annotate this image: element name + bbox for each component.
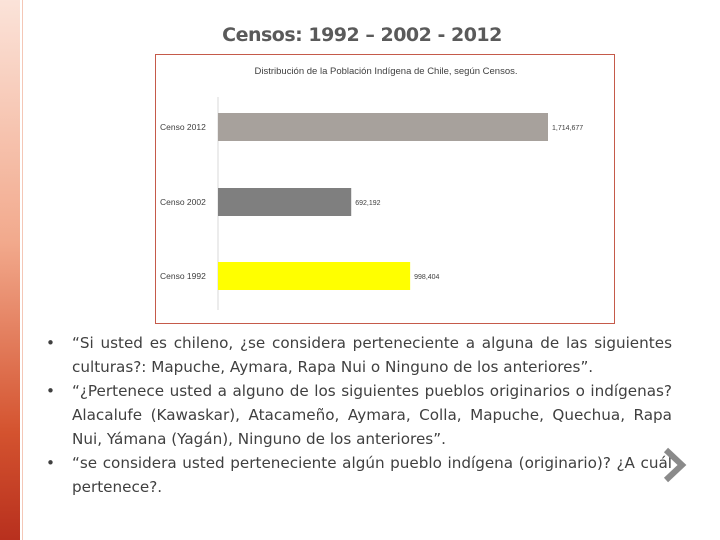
bar xyxy=(218,262,410,290)
bar xyxy=(218,188,351,216)
value-label: 692,192 xyxy=(355,200,381,207)
category-label: Censo 1992 xyxy=(160,271,206,281)
bullet-glyph: • xyxy=(46,454,55,472)
bullet-glyph: • xyxy=(46,334,55,352)
category-label: Censo 2002 xyxy=(160,197,206,207)
slide-title: Censos: 1992 – 2002 - 2012 xyxy=(222,24,502,46)
bullet-item-1 xyxy=(46,331,672,379)
accent-sidebar xyxy=(0,0,20,540)
bullet-item-2 xyxy=(46,379,672,451)
category-label: Censo 2012 xyxy=(160,122,206,132)
bullet-item-3 xyxy=(46,451,672,499)
chart-title: Distribución de la Población Indígena de Chile, según Censos. xyxy=(254,66,518,77)
bullet-text-2: “¿Pertenece usted a alguno de los siguientes pueblos originarios o indígenas? Alacalufe (Kawaskar), Atacameño, Aymara, Colla, Mapuche, Quechua, Rapa Nui, Yámana (Yagán), Ninguno de los anteriores”. xyxy=(72,382,672,448)
bullet-text-3: “se considera usted perteneciente algún pueblo indígena (originario)? ¿A cuál pertenece?. xyxy=(72,454,672,496)
chart-frame xyxy=(155,54,615,324)
value-label: 1,714,677 xyxy=(552,125,584,132)
bullet-list xyxy=(46,331,672,499)
chevron-right-icon[interactable] xyxy=(662,447,688,483)
bullet-text-1: “Si usted es chileno, ¿se considera perteneciente a alguna de las siguientes culturas?: Mapuche, Aymara, Rapa Nui o Ninguno de los anteriores”. xyxy=(72,334,672,376)
bar-chart xyxy=(156,55,616,325)
bullet-glyph: • xyxy=(46,382,55,400)
value-label: 998,404 xyxy=(414,274,440,281)
bar xyxy=(218,113,548,141)
accent-divider xyxy=(22,0,23,540)
